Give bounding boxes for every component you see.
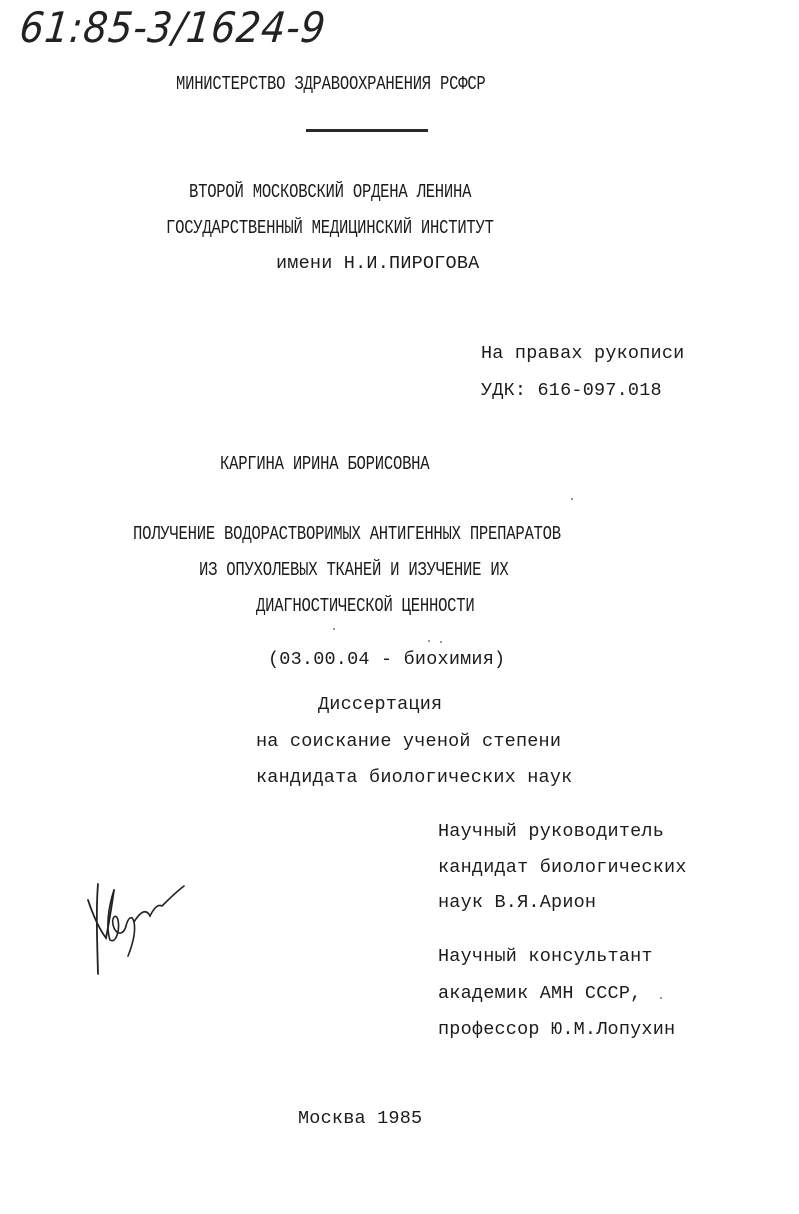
supervisor-line-3: наук В.Я.Арион — [438, 892, 597, 913]
ministry-heading: МИНИСТЕРСТВО ЗДРАВООХРАНЕНИЯ РСФСР — [176, 73, 486, 95]
specialty-code: (03.00.04 - биохимия) — [268, 649, 506, 670]
handwritten-shelfmark: 61:85-3/1624-9 — [17, 3, 329, 52]
thesis-title-line-2: ИЗ ОПУХОЛЕВЫХ ТКАНЕЙ И ИЗУЧЕНИЕ ИХ — [199, 559, 509, 581]
divider-rule — [306, 129, 428, 132]
thesis-title-line-3: ДИАГНОСТИЧЕСКОЙ ЦЕННОСТИ — [256, 595, 475, 617]
supervisor-line-1: Научный руководитель — [438, 821, 665, 842]
supervisor-line-2: кандидат биологических — [438, 857, 687, 878]
consultant-line-3: профессор Ю.М.Лопухин — [438, 1019, 676, 1040]
thesis-title-line-1: ПОЛУЧЕНИЕ ВОДОРАСТВОРИМЫХ АНТИГЕННЫХ ПРЕПАРАТОВ — [133, 523, 561, 545]
scan-speck — [440, 641, 442, 643]
institute-line-2: ГОСУДАРСТВЕННЫЙ МЕДИЦИНСКИЙ ИНСТИТУТ — [166, 217, 494, 239]
degree-line-3: кандидата биологических наук — [256, 767, 573, 788]
scan-speck — [571, 498, 573, 500]
institute-line-3: имени Н.И.ПИРОГОВА — [276, 253, 480, 274]
place-and-year: Москва 1985 — [298, 1108, 423, 1129]
scan-speck — [333, 628, 335, 630]
signature-icon — [84, 878, 194, 978]
manuscript-rights: На правах рукописи — [481, 343, 685, 364]
degree-line-1: Диссертация — [318, 694, 443, 715]
udc-code: УДК: 616-097.018 — [481, 380, 662, 401]
degree-line-2: на соискание ученой степени — [256, 731, 562, 752]
scan-speck — [660, 997, 662, 999]
institute-line-1: ВТОРОЙ МОСКОВСКИЙ ОРДЕНА ЛЕНИНА — [189, 181, 472, 203]
scan-speck — [428, 640, 430, 642]
consultant-line-2: академик АМН СССР, — [438, 983, 642, 1004]
author-name: КАРГИНА ИРИНА БОРИСОВНА — [220, 453, 430, 475]
consultant-line-1: Научный консультант — [438, 946, 653, 967]
